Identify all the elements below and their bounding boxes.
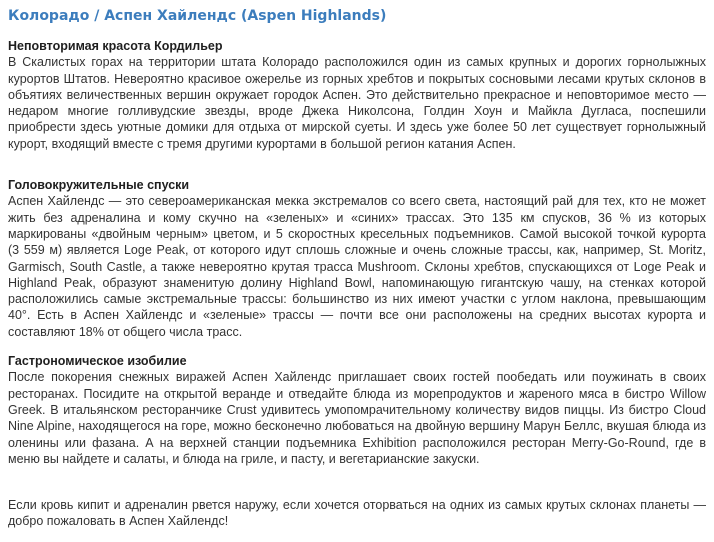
section-gastronomy <box>8 353 706 467</box>
section-paragraph-cordillera-beauty: В Скалистых горах на территории штата Колорадо расположился один из самых крупных и дорогих горнолыжных курортов Штатов. Невероятно красивое ожерелье из горных хребтов и покрытых сосновыми лесами крутых склонов в объятиях величественных вершин окружает городок Аспен. Это действительно прекрасное и неповторимое место — недаром многие голливудские звезды, вроде Джека Николсона, Голдин Хоун и Майкла Дугласа, поспешили приобрести здесь уютные домики для отдыха от мирской суеты. И здесь уже более 50 лет существует горнолыжный курорт, входящий вместе с тремя другими курортами в большой регион катания Аспен. <box>8 55 706 151</box>
page-title: Колорадо / Аспен Хайлендс (Aspen Highlands) <box>8 8 387 24</box>
section-heading-dizzying-slopes: Головокружительные спуски <box>8 178 190 193</box>
closing-paragraph: Если кровь кипит и адреналин рвется наружу, если хочется оторваться на одних из самых крутых склонах планеты — добро пожаловать в Аспен Хайлендс! <box>8 498 706 529</box>
section-dizzying-slopes <box>8 177 706 340</box>
section-heading-cordillera-beauty: Неповторимая красота Кордильер <box>8 39 223 53</box>
section-cordillera-beauty <box>8 38 706 152</box>
section-paragraph-dizzying-slopes: Аспен Хайлендс — это североамериканская мекка экстремалов со всего света, настоящий рай для тех, кто не может жить без адреналина и кому скучно на «зеленых» и «синих» трассах. Это 135 км спусков, 36 % из которых маркированы «двойным черным» цветом, и 5 скоростных кресельных подъемников. Самой высокой точкой курорта (3 559 м) является Loge Peak, от которого идут сплошь сложные и очень сложные трассы, как, например, St. Moritz, Garmisch, South Castle, а также невероятно крутая трасса Mushroom. Склоны хребтов, спускающихся от Loge Peak и Highland Peak, образуют знаменитую долину Highland Bowl, напоминающую гигантскую чашу, на стенках которой расположились самые экстремальные трассы: большинство из них имеют участки с углом наклона, превышающим 40°. Есть в Аспен Хайлендс и «зеленые» трассы — почти все они расположены на средних высотах курорта и составляют 18% от общего числа трасс. <box>8 194 706 339</box>
section-heading-gastronomy: Гастрономическое изобилие <box>8 354 187 369</box>
section-paragraph-gastronomy: После покорения снежных виражей Аспен Хайлендс приглашает своих гостей пообедать или поужинать в своих ресторанах. Посидите на открытой веранде и отведайте блюда из морепродуктов и жареного мяса в бистро Willow Greek. В итальянском ресторанчике Crust удивитесь умопомрачительному количеству видов пиццы. Из бистро Cloud Nine Alpine, находящегося на горе, можно бесконечно любоваться на двойную вершину Марун Беллс, вкушая блюда из оленины или фазана. А на верхней станции подъемника Exhibition расположился ресторан Merry-Go-Round, где в меню вы найдете и салаты, и блюда на гриле, и пасту, и вегетарианские закуски. <box>8 370 706 466</box>
